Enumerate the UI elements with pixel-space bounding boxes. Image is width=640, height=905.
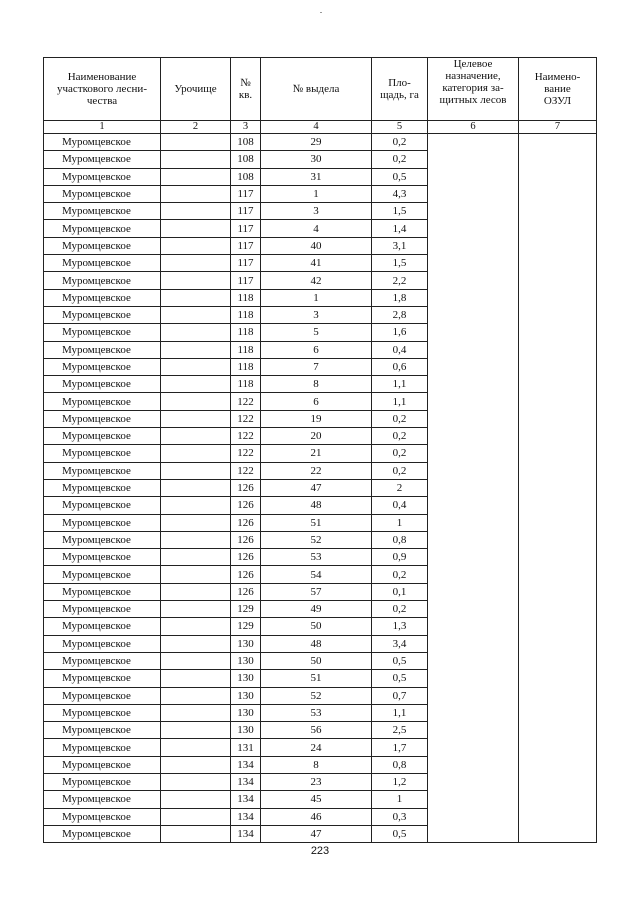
header-purpose-category: Целевое назначение, категория за- щитных лесов xyxy=(428,58,519,121)
plot-cell: 24 xyxy=(261,739,372,756)
area-cell: 1,5 xyxy=(372,255,428,272)
plot-cell: 50 xyxy=(261,652,372,669)
quarter-cell: 117 xyxy=(231,255,261,272)
forestry-name-cell: Муромцевское xyxy=(44,324,161,341)
forestry-name-cell: Муромцевское xyxy=(44,255,161,272)
forestry-name-cell: Муромцевское xyxy=(44,808,161,825)
plot-cell: 50 xyxy=(261,618,372,635)
plot-cell: 57 xyxy=(261,583,372,600)
tract-cell xyxy=(161,393,231,410)
plot-cell: 6 xyxy=(261,393,372,410)
quarter-cell: 130 xyxy=(231,704,261,721)
area-cell: 1,5 xyxy=(372,203,428,220)
column-number: 3 xyxy=(231,121,261,134)
quarter-cell: 131 xyxy=(231,739,261,756)
forestry-name-cell: Муромцевское xyxy=(44,185,161,202)
quarter-cell: 126 xyxy=(231,531,261,548)
area-cell: 0,9 xyxy=(372,549,428,566)
plot-cell: 1 xyxy=(261,185,372,202)
tract-cell xyxy=(161,670,231,687)
plot-cell: 4 xyxy=(261,220,372,237)
quarter-cell: 117 xyxy=(231,272,261,289)
quarter-cell: 118 xyxy=(231,341,261,358)
forestry-name-cell: Муромцевское xyxy=(44,376,161,393)
page-number: 223 xyxy=(310,845,330,857)
plot-cell: 6 xyxy=(261,341,372,358)
area-cell: 0,3 xyxy=(372,808,428,825)
forestry-name-cell: Муромцевское xyxy=(44,773,161,790)
quarter-cell: 118 xyxy=(231,306,261,323)
plot-cell: 41 xyxy=(261,255,372,272)
column-number: 2 xyxy=(161,121,231,134)
area-cell: 0,2 xyxy=(372,445,428,462)
area-cell: 1,4 xyxy=(372,220,428,237)
header-area-ha: Пло- щадь, га xyxy=(372,58,428,121)
plot-cell: 5 xyxy=(261,324,372,341)
column-number: 6 xyxy=(428,121,519,134)
area-cell: 0,2 xyxy=(372,151,428,168)
tract-cell xyxy=(161,428,231,445)
forestry-name-cell: Муромцевское xyxy=(44,583,161,600)
area-cell: 0,5 xyxy=(372,670,428,687)
forestry-name-cell: Муромцевское xyxy=(44,134,161,151)
plot-cell: 30 xyxy=(261,151,372,168)
plot-cell: 52 xyxy=(261,531,372,548)
forestry-name-cell: Муромцевское xyxy=(44,393,161,410)
tract-cell xyxy=(161,376,231,393)
tract-cell xyxy=(161,618,231,635)
area-cell: 0,2 xyxy=(372,410,428,427)
quarter-cell: 134 xyxy=(231,808,261,825)
forestry-name-cell: Муромцевское xyxy=(44,358,161,375)
forestry-name-cell: Муромцевское xyxy=(44,739,161,756)
tract-cell xyxy=(161,739,231,756)
tract-cell xyxy=(161,531,231,548)
forest-plots-table xyxy=(43,57,597,843)
quarter-cell: 118 xyxy=(231,324,261,341)
area-cell: 0,8 xyxy=(372,531,428,548)
quarter-cell: 130 xyxy=(231,670,261,687)
tract-cell xyxy=(161,825,231,842)
tract-cell xyxy=(161,687,231,704)
forestry-name-cell: Муромцевское xyxy=(44,272,161,289)
area-cell: 0,6 xyxy=(372,358,428,375)
quarter-cell: 129 xyxy=(231,601,261,618)
header-forestry-name: Наименование участкового лесни- чества xyxy=(44,58,161,121)
tract-cell xyxy=(161,255,231,272)
quarter-cell: 130 xyxy=(231,652,261,669)
area-cell: 1,6 xyxy=(372,324,428,341)
forestry-name-cell: Муромцевское xyxy=(44,652,161,669)
forestry-name-cell: Муромцевское xyxy=(44,756,161,773)
quarter-cell: 126 xyxy=(231,479,261,496)
plot-cell: 49 xyxy=(261,601,372,618)
area-cell: 3,1 xyxy=(372,237,428,254)
forestry-name-cell: Муромцевское xyxy=(44,566,161,583)
column-number: 7 xyxy=(519,121,597,134)
table-row xyxy=(44,134,597,151)
forestry-name-cell: Муромцевское xyxy=(44,151,161,168)
tract-cell xyxy=(161,185,231,202)
quarter-cell: 126 xyxy=(231,566,261,583)
table-header-row xyxy=(44,58,597,121)
column-number: 4 xyxy=(261,121,372,134)
tract-cell xyxy=(161,410,231,427)
plot-cell: 56 xyxy=(261,722,372,739)
plot-cell: 29 xyxy=(261,134,372,151)
plot-cell: 20 xyxy=(261,428,372,445)
tract-cell xyxy=(161,773,231,790)
tract-cell xyxy=(161,566,231,583)
quarter-cell: 108 xyxy=(231,168,261,185)
tract-cell xyxy=(161,220,231,237)
tract-cell xyxy=(161,134,231,151)
plot-cell: 8 xyxy=(261,376,372,393)
quarter-cell: 126 xyxy=(231,514,261,531)
tract-cell xyxy=(161,583,231,600)
forestry-name-cell: Муромцевское xyxy=(44,341,161,358)
plot-cell: 48 xyxy=(261,635,372,652)
area-cell: 0,2 xyxy=(372,134,428,151)
tract-cell xyxy=(161,756,231,773)
column-number: 1 xyxy=(44,121,161,134)
plot-cell: 42 xyxy=(261,272,372,289)
area-cell: 0,5 xyxy=(372,825,428,842)
forestry-name-cell: Муромцевское xyxy=(44,462,161,479)
quarter-cell: 126 xyxy=(231,583,261,600)
area-cell: 1,1 xyxy=(372,376,428,393)
area-cell: 4,3 xyxy=(372,185,428,202)
quarter-cell: 118 xyxy=(231,358,261,375)
area-cell: 3,4 xyxy=(372,635,428,652)
area-cell: 1,1 xyxy=(372,393,428,410)
forestry-name-cell: Муромцевское xyxy=(44,549,161,566)
forestry-name-cell: Муромцевское xyxy=(44,791,161,808)
quarter-cell: 117 xyxy=(231,185,261,202)
tract-cell xyxy=(161,791,231,808)
quarter-cell: 108 xyxy=(231,151,261,168)
quarter-cell: 134 xyxy=(231,773,261,790)
tract-cell xyxy=(161,808,231,825)
area-cell: 0,2 xyxy=(372,462,428,479)
plot-cell: 46 xyxy=(261,808,372,825)
header-quarter-number: № кв. xyxy=(231,58,261,121)
forestry-name-cell: Муромцевское xyxy=(44,497,161,514)
tract-cell xyxy=(161,341,231,358)
forestry-name-cell: Муромцевское xyxy=(44,445,161,462)
forestry-name-cell: Муромцевское xyxy=(44,289,161,306)
quarter-cell: 129 xyxy=(231,618,261,635)
forestry-name-cell: Муромцевское xyxy=(44,635,161,652)
plot-cell: 23 xyxy=(261,773,372,790)
scan-speck xyxy=(320,12,322,13)
tract-cell xyxy=(161,635,231,652)
area-cell: 0,5 xyxy=(372,652,428,669)
area-cell: 0,2 xyxy=(372,428,428,445)
tract-cell xyxy=(161,704,231,721)
plot-cell: 1 xyxy=(261,289,372,306)
tract-cell xyxy=(161,151,231,168)
plot-cell: 22 xyxy=(261,462,372,479)
plot-cell: 51 xyxy=(261,514,372,531)
quarter-cell: 117 xyxy=(231,220,261,237)
area-cell: 1,2 xyxy=(372,773,428,790)
area-cell: 0,4 xyxy=(372,497,428,514)
forestry-name-cell: Муромцевское xyxy=(44,704,161,721)
forestry-name-cell: Муромцевское xyxy=(44,410,161,427)
forestry-name-cell: Муромцевское xyxy=(44,203,161,220)
quarter-cell: 134 xyxy=(231,756,261,773)
tract-cell xyxy=(161,272,231,289)
forestry-name-cell: Муромцевское xyxy=(44,531,161,548)
forestry-name-cell: Муромцевское xyxy=(44,825,161,842)
area-cell: 1,3 xyxy=(372,618,428,635)
plot-cell: 19 xyxy=(261,410,372,427)
plot-cell: 40 xyxy=(261,237,372,254)
area-cell: 0,2 xyxy=(372,566,428,583)
table-body xyxy=(44,121,597,843)
forestry-name-cell: Муромцевское xyxy=(44,428,161,445)
plot-cell: 45 xyxy=(261,791,372,808)
forestry-name-cell: Муромцевское xyxy=(44,722,161,739)
quarter-cell: 122 xyxy=(231,393,261,410)
plot-cell: 47 xyxy=(261,825,372,842)
quarter-cell: 122 xyxy=(231,410,261,427)
area-cell: 2,5 xyxy=(372,722,428,739)
plot-cell: 8 xyxy=(261,756,372,773)
tract-cell xyxy=(161,203,231,220)
quarter-cell: 117 xyxy=(231,203,261,220)
forestry-name-cell: Муромцевское xyxy=(44,670,161,687)
tract-cell xyxy=(161,445,231,462)
tract-cell xyxy=(161,479,231,496)
tract-cell xyxy=(161,237,231,254)
plot-cell: 48 xyxy=(261,497,372,514)
quarter-cell: 122 xyxy=(231,445,261,462)
tract-cell xyxy=(161,289,231,306)
area-cell: 0,4 xyxy=(372,341,428,358)
plot-cell: 3 xyxy=(261,306,372,323)
tract-cell xyxy=(161,324,231,341)
column-numbers-row xyxy=(44,121,597,134)
header-ozul-name: Наимено- вание ОЗУЛ xyxy=(519,58,597,121)
forestry-name-cell: Муромцевское xyxy=(44,514,161,531)
quarter-cell: 126 xyxy=(231,497,261,514)
tract-cell xyxy=(161,462,231,479)
column-number: 5 xyxy=(372,121,428,134)
tract-cell xyxy=(161,306,231,323)
plot-cell: 52 xyxy=(261,687,372,704)
quarter-cell: 126 xyxy=(231,549,261,566)
quarter-cell: 122 xyxy=(231,462,261,479)
forestry-name-cell: Муромцевское xyxy=(44,601,161,618)
tract-cell xyxy=(161,497,231,514)
quarter-cell: 108 xyxy=(231,134,261,151)
forestry-name-cell: Муромцевское xyxy=(44,237,161,254)
quarter-cell: 117 xyxy=(231,237,261,254)
quarter-cell: 130 xyxy=(231,687,261,704)
area-cell: 0,1 xyxy=(372,583,428,600)
plot-cell: 51 xyxy=(261,670,372,687)
area-cell: 1 xyxy=(372,791,428,808)
area-cell: 0,2 xyxy=(372,601,428,618)
forestry-name-cell: Муромцевское xyxy=(44,687,161,704)
quarter-cell: 130 xyxy=(231,722,261,739)
plot-cell: 53 xyxy=(261,704,372,721)
quarter-cell: 118 xyxy=(231,376,261,393)
quarter-cell: 134 xyxy=(231,791,261,808)
area-cell: 0,7 xyxy=(372,687,428,704)
area-cell: 0,8 xyxy=(372,756,428,773)
plot-cell: 3 xyxy=(261,203,372,220)
ozul-name-cell xyxy=(519,134,597,843)
area-cell: 2,2 xyxy=(372,272,428,289)
quarter-cell: 122 xyxy=(231,428,261,445)
forestry-name-cell: Муромцевское xyxy=(44,306,161,323)
plot-cell: 47 xyxy=(261,479,372,496)
tract-cell xyxy=(161,652,231,669)
purpose-category-cell xyxy=(428,134,519,843)
plot-cell: 7 xyxy=(261,358,372,375)
plot-cell: 31 xyxy=(261,168,372,185)
tract-cell xyxy=(161,549,231,566)
quarter-cell: 134 xyxy=(231,825,261,842)
plot-cell: 54 xyxy=(261,566,372,583)
forestry-name-cell: Муромцевское xyxy=(44,168,161,185)
forestry-name-cell: Муромцевское xyxy=(44,479,161,496)
area-cell: 1,7 xyxy=(372,739,428,756)
area-cell: 1 xyxy=(372,514,428,531)
area-cell: 1,1 xyxy=(372,704,428,721)
area-cell: 2,8 xyxy=(372,306,428,323)
tract-cell xyxy=(161,358,231,375)
area-cell: 2 xyxy=(372,479,428,496)
header-plot-number: № выдела xyxy=(261,58,372,121)
tract-cell xyxy=(161,514,231,531)
forestry-name-cell: Муромцевское xyxy=(44,220,161,237)
quarter-cell: 130 xyxy=(231,635,261,652)
quarter-cell: 118 xyxy=(231,289,261,306)
forestry-name-cell: Муромцевское xyxy=(44,618,161,635)
area-cell: 0,5 xyxy=(372,168,428,185)
tract-cell xyxy=(161,722,231,739)
plot-cell: 53 xyxy=(261,549,372,566)
header-tract: Урочище xyxy=(161,58,231,121)
plot-cell: 21 xyxy=(261,445,372,462)
area-cell: 1,8 xyxy=(372,289,428,306)
tract-cell xyxy=(161,168,231,185)
tract-cell xyxy=(161,601,231,618)
